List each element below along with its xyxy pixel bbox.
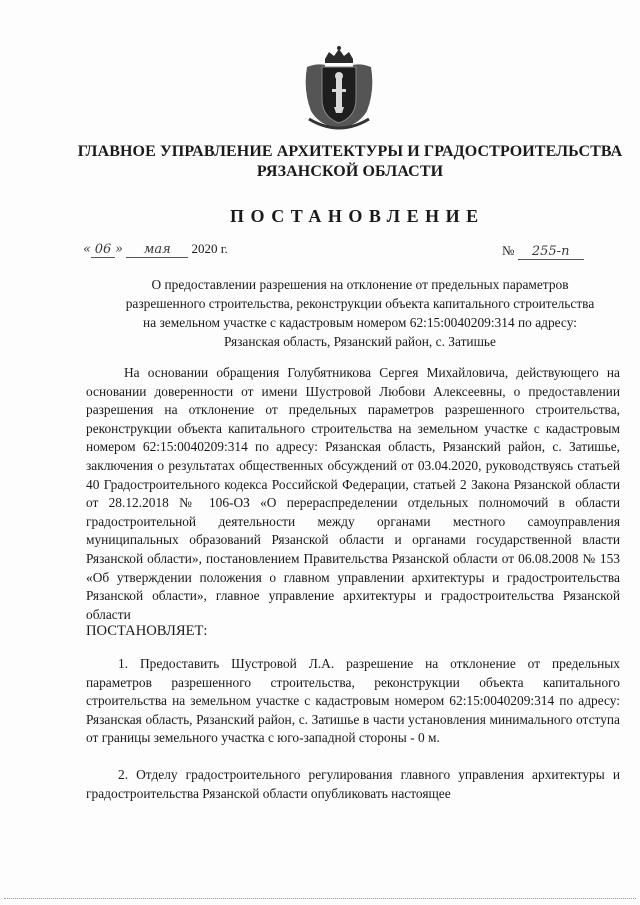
document-type-title: ПОСТАНОВЛЕНИЕ: [230, 206, 485, 226]
date-month: мая: [126, 242, 188, 258]
document-date: [83, 241, 228, 258]
number-value: 255-п: [518, 244, 584, 260]
decree-word: ПОСТАНОВЛЯЕТ:: [86, 623, 208, 639]
subject-line: разрешенного строительства, реконструкции объекта капитального строительства: [125, 296, 595, 311]
organization-name-line-2: РЯЗАНСКОЙ ОБЛАСТИ: [256, 163, 444, 180]
date-day: 06: [91, 242, 115, 258]
subject-line: Рязанская область, Рязанский район, с. Затишье: [224, 334, 496, 349]
subject-line: О предоставлении разрешения на отклонение от предельных параметров: [151, 277, 569, 292]
preamble-paragraph: На основании обращения Голубятникова Сергея Михайловича, действующего на основании доверенности от имени Шустровой Любови Алексеевны, о предоставлении разрешения на отклонение от предельных параметров разрешенного строительства, реконструкции объекта капитального строительства на земельном участке с кадастровым номером 62:15:0040209:314 по адресу: Рязанская область, Рязанский район, с. Затишье, заключения о результатах общественных обсуждений от 03.04.2020, руководствуясь статьей 40 Градостроительного кодекса Российской Федерации, статьей 2 Закона Рязанской области от 28.12.2018 № 106-ОЗ «О перераспределении отдельных полномочий в области градостроительной деятельности между органами местного самоуправления муниципальных образований Рязанской области и органами государственной власти Рязанской области», постановлением Правительства Рязанской области от 06.08.2008 № 153 «Об утверждении положения о главном управлении архитектуры и градостроительства Рязанской области», главное управление архитектуры и градостроительства Рязанской области: [86, 365, 620, 622]
date-year: 2020 г.: [191, 241, 228, 256]
document-number: [502, 243, 584, 260]
date-open-quote: «: [83, 242, 91, 257]
decree-item-2: 2. Отделу градостроительного регулирования главного управления архитектуры и градостроительства Рязанской области опубликовать настоящее: [86, 767, 620, 801]
coat-of-arms-emblem: [301, 45, 377, 131]
document-subject: [100, 275, 620, 351]
date-close-quote: »: [114, 242, 123, 257]
decree-item-1: 1. Предоставить Шустровой Л.А. разрешение на отклонение от предельных параметров разрешенного строительства, реконструкции объекта капитального строительства на земельном участке с кадастровым номером 62:15:0040209:314 по адресу: Рязанская область, Рязанский район, с. Затишье в части установления минимального отступа от границы земельного участка с юго-западной стороны - 0 м.: [86, 656, 620, 746]
organization-name-line-1: ГЛАВНОЕ УПРАВЛЕНИЕ АРХИТЕКТУРЫ И ГРАДОСТРОИТЕЛЬСТВА: [77, 143, 623, 160]
scan-bottom-edge: [4, 898, 636, 899]
subject-line: на земельном участке с кадастровым номером 62:15:0040209:314 по адресу:: [143, 315, 577, 330]
number-sign: №: [502, 243, 515, 258]
